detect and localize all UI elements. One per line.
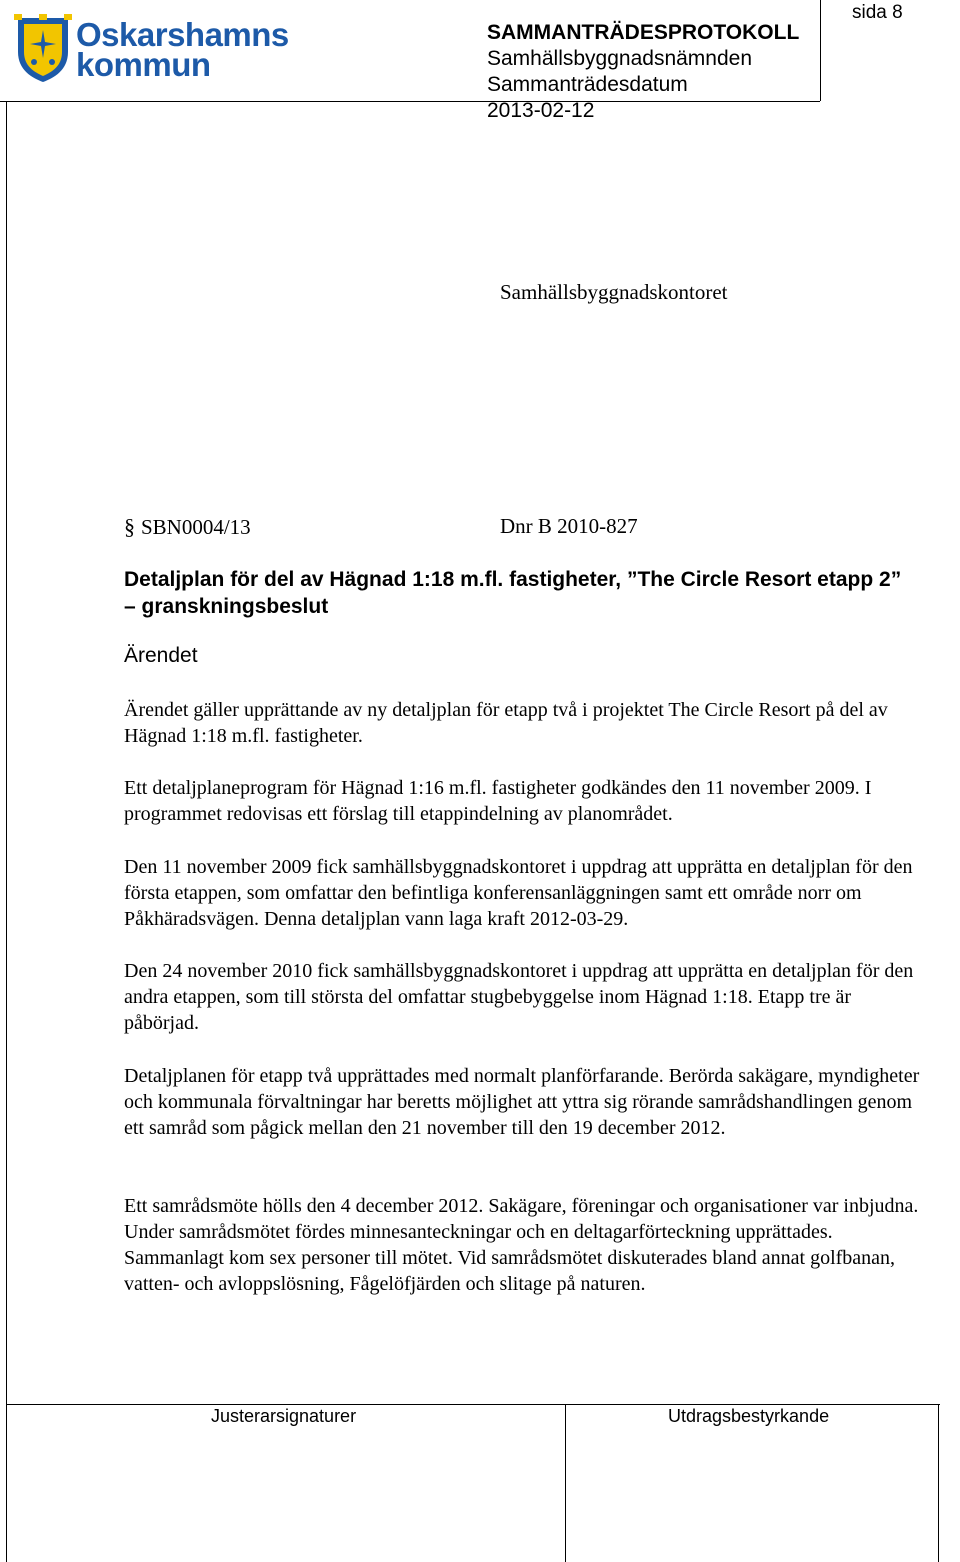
protocol-title: SAMMANTRÄDESPROTOKOLL	[487, 21, 800, 44]
page-number: sida 8	[852, 2, 903, 23]
justerare-label: Justerarsignaturer	[211, 1406, 357, 1426]
document-header	[487, 20, 799, 124]
signature-box	[6, 1390, 940, 1562]
coat-of-arms-icon	[14, 14, 72, 84]
signature-box-right-edge	[938, 1404, 939, 1562]
signature-box-top-edge	[6, 1404, 940, 1405]
committee-name: Samhällsbyggnadsnämnden	[487, 47, 753, 70]
signature-box-divider	[565, 1404, 566, 1562]
paragraph-3: Den 11 november 2009 fick samhällsbyggnadskontoret i uppdrag att upprätta en detaljplan för den första etappen, som omfattar den befintliga konferensanläggningen samt ett område norr om Påkhäradsvägen. Denna detaljplan vann laga kraft 2012-03-29.	[124, 856, 913, 930]
diary-number: Dnr B 2010-827	[500, 514, 638, 538]
office-name: Samhällsbyggnadskontoret	[500, 280, 728, 304]
left-margin-rule	[6, 101, 7, 1391]
header-divider	[0, 101, 820, 102]
item-title: Detaljplan för del av Hägnad 1:18 m.fl. fastigheter, ”The Circle Resort etapp 2” – granskningsbeslut	[124, 568, 902, 618]
logo-line-2: kommun	[76, 46, 211, 83]
header-vertical-rule	[820, 0, 821, 101]
logo-text	[76, 16, 289, 83]
paragraph-4: Den 24 november 2010 fick samhällsbyggnadskontoret i uppdrag att upprätta en detaljplan för den andra etappen, som till största del omfattar stugbebyggelse inom Hägnad 1:18. Etapp tre är påbörjad.	[124, 960, 914, 1034]
paragraph-1: Ärendet gäller upprättande av ny detaljplan för etapp två i projektet The Circle Resort på del av Hägnad 1:18 m.fl. fastigheter.	[124, 699, 888, 747]
utdrag-label: Utdragsbestyrkande	[668, 1406, 830, 1426]
section-sign-icon: §	[124, 514, 135, 539]
meeting-date-label: Sammanträdesdatum	[487, 73, 688, 96]
signature-box-left-edge	[6, 1390, 7, 1562]
case-number: SBN0004/13	[141, 515, 251, 539]
logo-line-1: Oskarshamns	[76, 16, 289, 53]
case-reference	[124, 514, 251, 540]
paragraph-5: Detaljplanen för etapp två upprättades med normalt planförfarande. Berörda sakägare, myndigheter och kommunala förvaltningar har beretts möjlighet att yttra sig rörande samrådshandlingen genom ett samråd som pågick mellan den 21 november till den 19 december 2012.	[124, 1065, 920, 1139]
item-subheading: Ärendet	[124, 644, 198, 667]
paragraph-6: Ett samrådsmöte hölls den 4 december 2012. Sakägare, föreningar och organisationer var inbjudna. Under samrådsmötet fördes minnesanteckningar och en deltagarförteckning upprättades. Sammanlagt kom sex personer till mötet. Vid samrådsmötet diskuterades bland annat golfbanan, vatten- och avloppslösning, Fågelöfjärden och slitage på naturen.	[124, 1195, 919, 1295]
meeting-date: 2013-02-12	[487, 99, 595, 122]
paragraph-2: Ett detaljplaneprogram för Hägnad 1:16 m.fl. fastigheter godkändes den 11 november 2009. I programmet redovisas ett förslag till etappindelning av planområdet.	[124, 777, 872, 825]
